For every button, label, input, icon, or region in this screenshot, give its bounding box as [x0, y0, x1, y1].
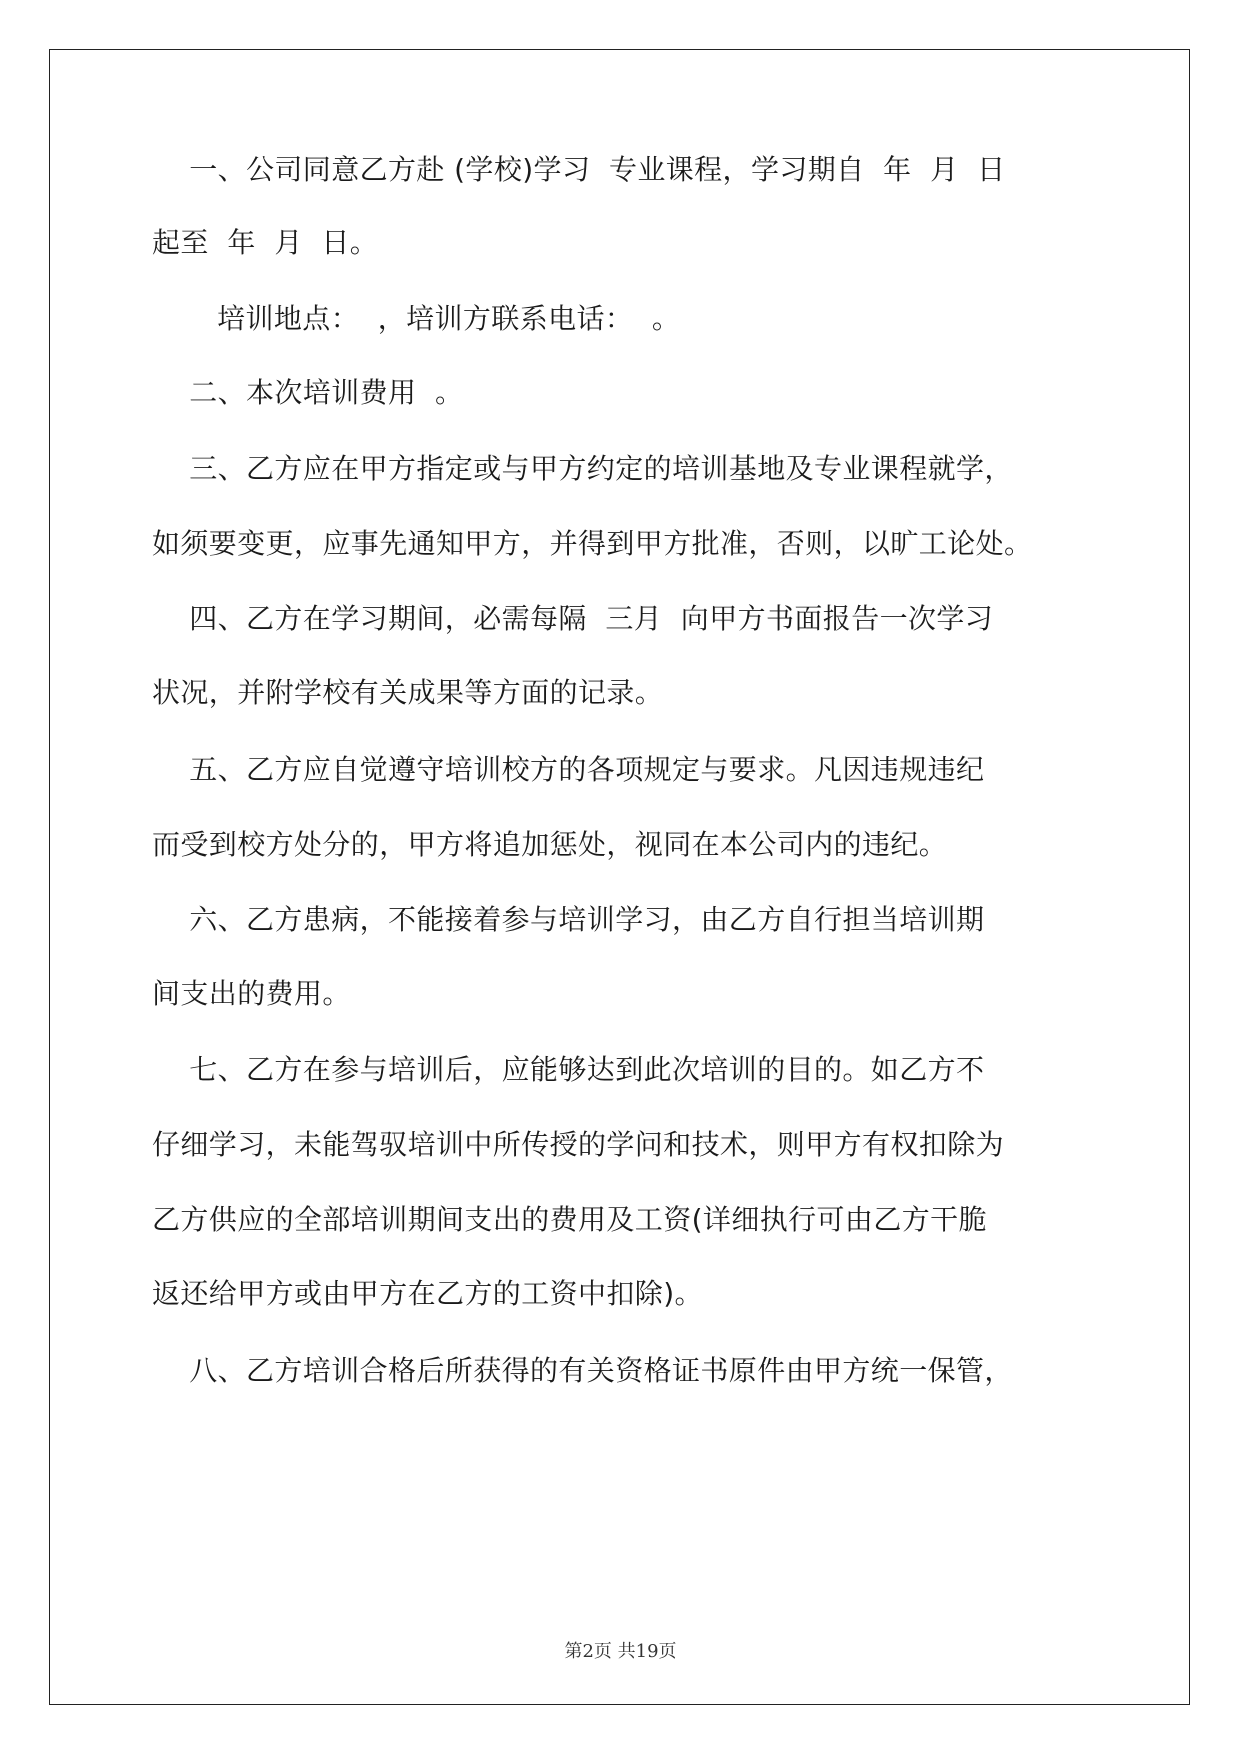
paragraph-3-line-1: 三、乙方应在甲方指定或与甲方约定的培训基地及专业课程就学，: [152, 452, 1013, 485]
paragraph-7-line-2: 仔细学习，未能驾驭培训中所传授的学问和技术，则甲方有权扣除为: [152, 1128, 1005, 1161]
paragraph-4-line-2: 状况，并附学校有关成果等方面的记录。: [152, 676, 664, 709]
page-frame: [49, 49, 1190, 1705]
training-location-line: 培训地点： ，培训方联系电话： 。: [152, 302, 681, 335]
paragraph-6-line-2: 间支出的费用。: [152, 977, 351, 1010]
paragraph-4-line-1: 四、乙方在学习期间，必需每隔 三月 向甲方书面报告一次学习: [152, 602, 994, 635]
paragraph-3-line-2: 如须要变更，应事先通知甲方，并得到甲方批准，否则，以旷工论处。: [152, 527, 1033, 560]
paragraph-8-line-1: 八、乙方培训合格后所获得的有关资格证书原件由甲方统一保管，: [152, 1354, 1013, 1387]
paragraph-5-line-1: 五、乙方应自觉遵守培训校方的各项规定与要求。凡因违规违纪: [152, 753, 985, 786]
paragraph-6-line-1: 六、乙方患病，不能接着参与培训学习，由乙方自行担当培训期: [152, 903, 985, 936]
paragraph-7-line-3: 乙方供应的全部培训期间支出的费用及工资(详细执行可由乙方干脆: [152, 1203, 987, 1236]
paragraph-1-line-1: 一、公司同意乙方赴 (学校)学习 专业课程，学习期自 年 月 日: [152, 153, 1006, 186]
page-number-footer: 第2页 共19页: [564, 1641, 677, 1662]
paragraph-2-line-1: 二、本次培训费用 。: [152, 376, 464, 409]
paragraph-7-line-4: 返还给甲方或由甲方在乙方的工资中扣除)。: [152, 1277, 703, 1310]
paragraph-5-line-2: 而受到校方处分的，甲方将追加惩处，视同在本公司内的违纪。: [152, 828, 948, 861]
paragraph-7-line-1: 七、乙方在参与培训后，应能够达到此次培训的目的。如乙方不: [152, 1053, 985, 1086]
paragraph-1-line-2: 起至 年 月 日。: [152, 226, 379, 259]
